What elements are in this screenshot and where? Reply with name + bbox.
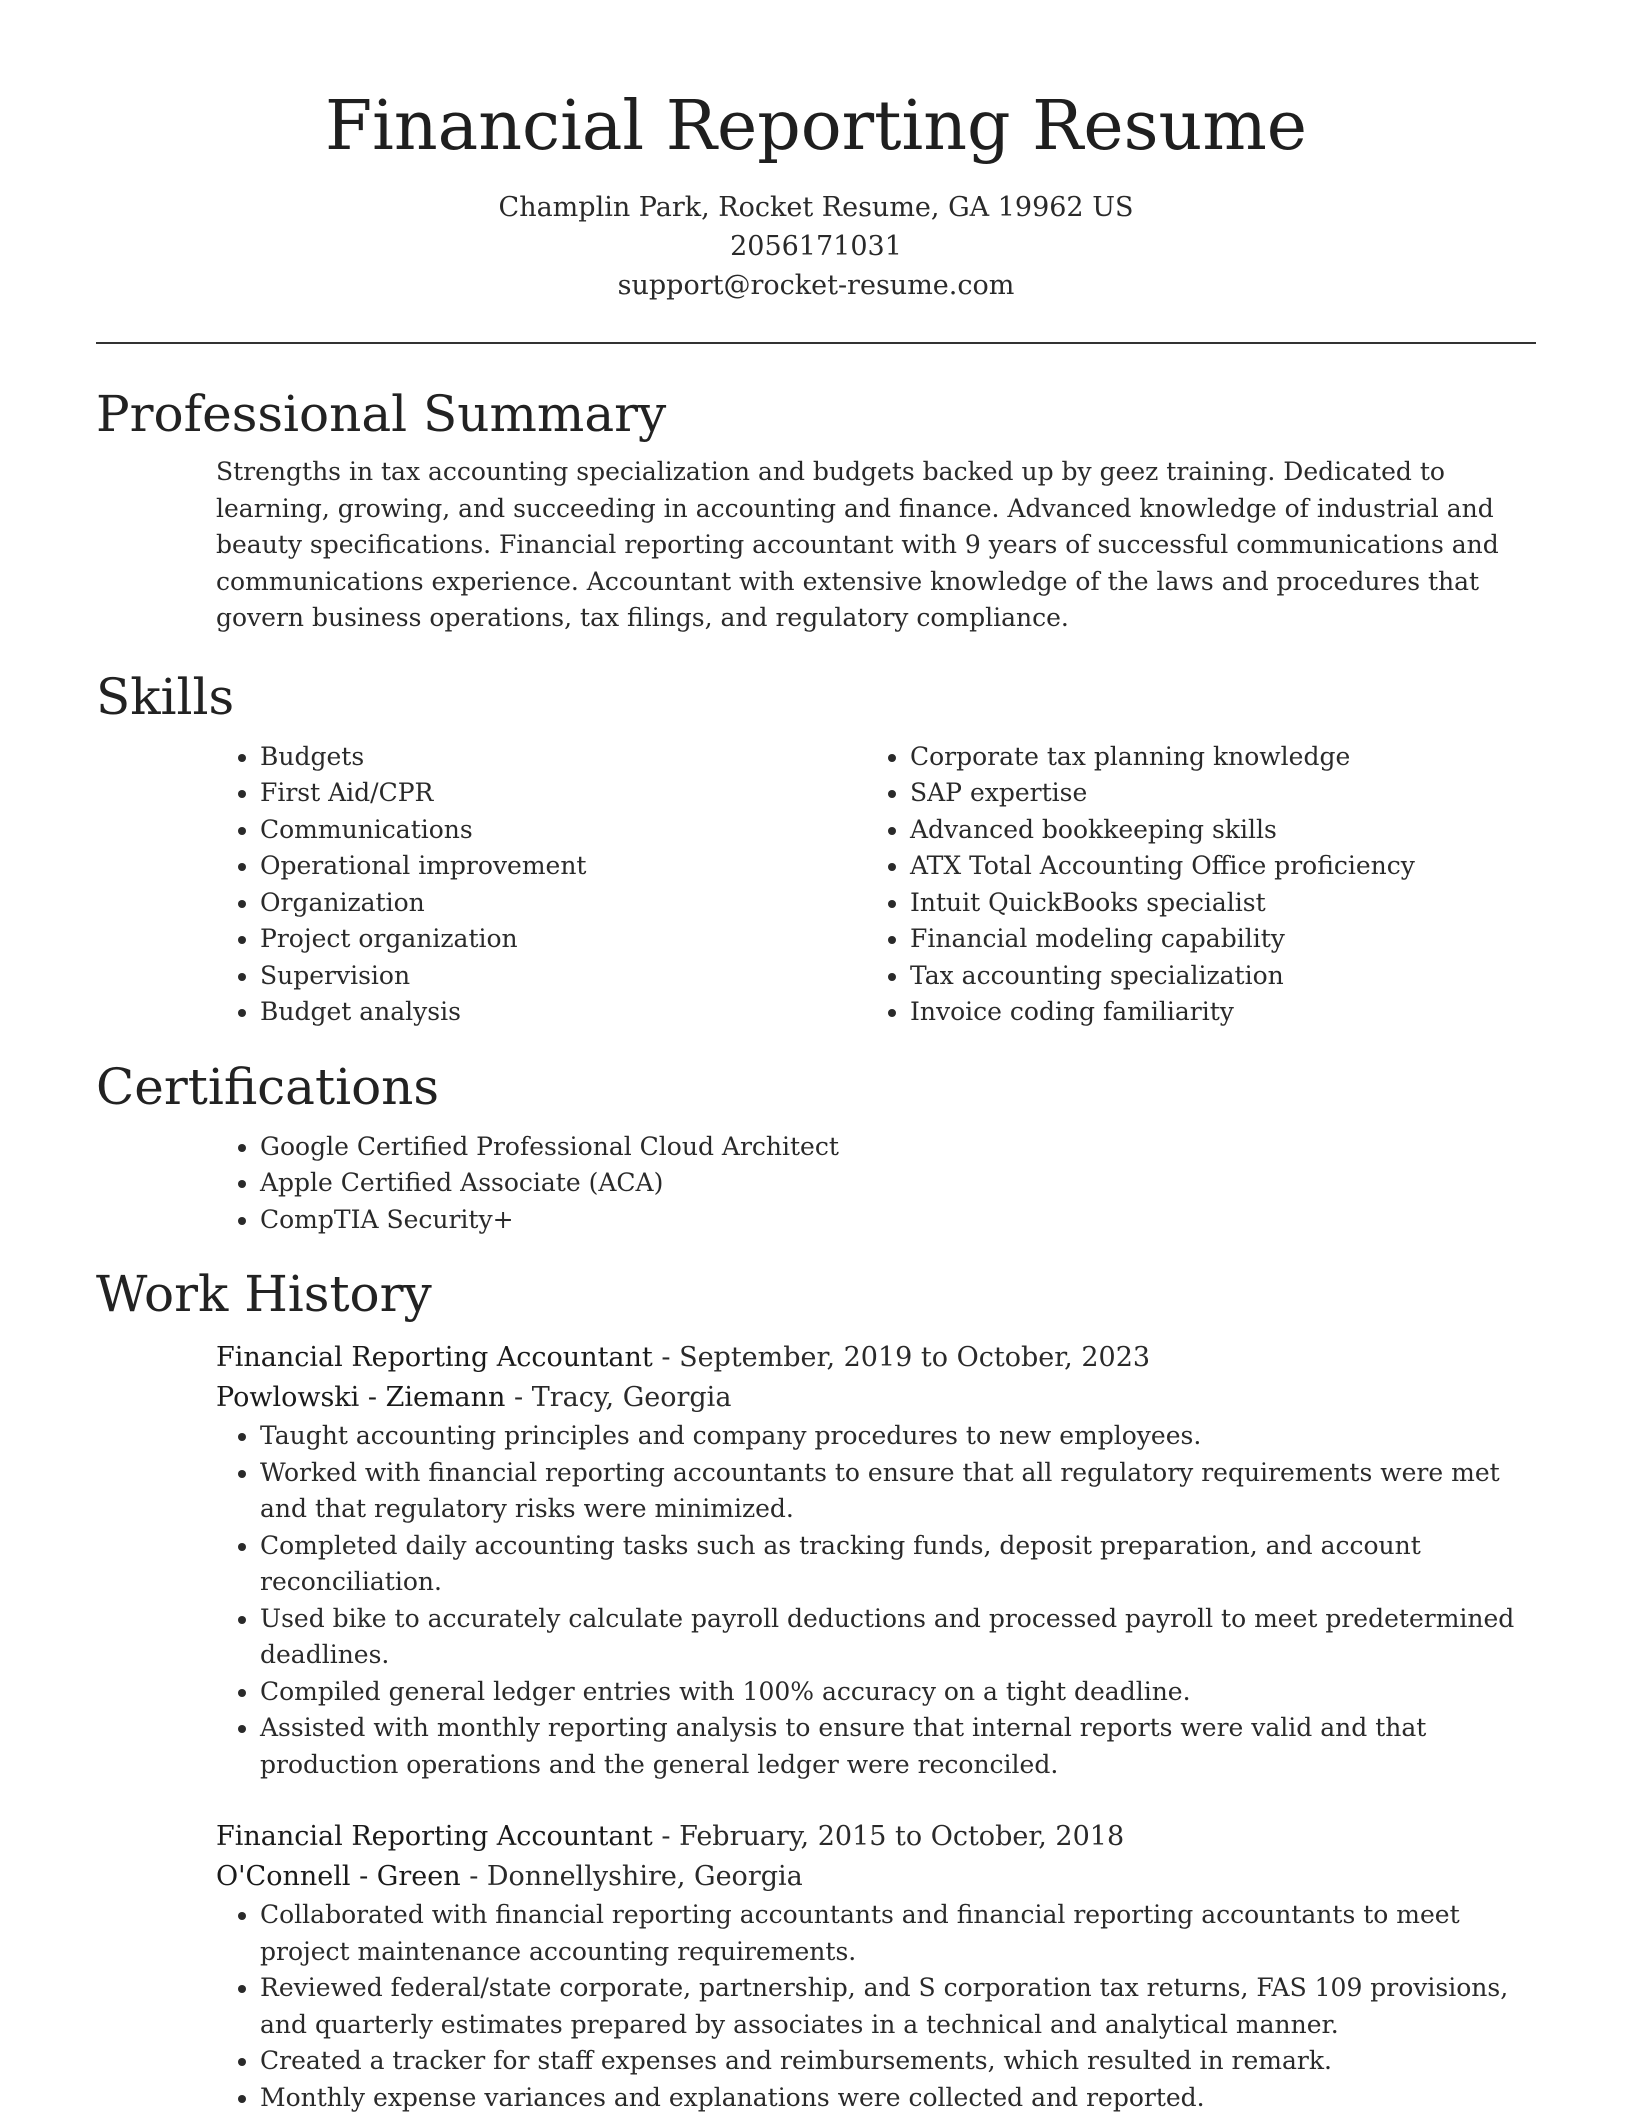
- resume-title: Financial Reporting Resume: [324, 87, 1308, 166]
- professional-summary-section: [96, 380, 1536, 637]
- job-company: O'Connell - Green: [216, 1861, 461, 1892]
- job-bullet: • Taught accounting principles and company procedures to new employees.: [260, 1418, 1536, 1455]
- job-title: Financial Reporting Accountant: [216, 1821, 653, 1852]
- work-history-section: [96, 1260, 1536, 2112]
- section-heading-summary: Professional Summary: [96, 385, 667, 443]
- skills-column-right: [866, 739, 1516, 1031]
- skills-column-left: [216, 739, 866, 1031]
- job-entry: [216, 1817, 1536, 2112]
- job-dates: - September, 2019 to October, 2023: [652, 1342, 1151, 1373]
- skill-item: • First Aid/CPR: [260, 775, 866, 812]
- job-title-line: [216, 1338, 1536, 1378]
- job-bullet: • Worked with financial reporting accountants to ensure that all regulatory requirements were met and that regulatory risks were minimized.: [260, 1455, 1536, 1528]
- job-dates: - February, 2015 to October, 2018: [652, 1821, 1125, 1852]
- skill-item: • Intuit QuickBooks specialist: [910, 885, 1516, 922]
- skill-item: • Budget analysis: [260, 994, 866, 1031]
- skill-item: • SAP expertise: [910, 775, 1516, 812]
- contact-email: support@rocket-resume.com: [617, 270, 1015, 301]
- skill-item: • Tax accounting specialization: [910, 958, 1516, 995]
- job-location: - Donnellyshire, Georgia: [460, 1861, 803, 1892]
- job-bullet: • Used bike to accurately calculate payroll deductions and processed payroll to meet predetermined deadlines.: [260, 1601, 1536, 1674]
- job-bullet: • Created a tracker for staff expenses and reimbursements, which resulted in remark.: [260, 2043, 1536, 2080]
- job-company: Powlowski - Ziemann: [216, 1382, 506, 1413]
- skill-item: • Communications: [260, 812, 866, 849]
- job-bullet: • Compiled general ledger entries with 100% accuracy on a tight deadline.: [260, 1674, 1536, 1711]
- contact-info: [0, 188, 1632, 305]
- header-divider: [96, 342, 1536, 344]
- job-company-line: [216, 1378, 1536, 1418]
- skill-item: • Invoice coding familiarity: [910, 994, 1516, 1031]
- skill-item: • Project organization: [260, 921, 866, 958]
- job-title: Financial Reporting Accountant: [216, 1342, 653, 1373]
- skill-item: • Budgets: [260, 739, 866, 776]
- skill-item: • Organization: [260, 885, 866, 922]
- job-bullet: • Completed daily accounting tasks such as tracking funds, deposit preparation, and account reconciliation.: [260, 1528, 1536, 1601]
- skill-item: • Advanced bookkeeping skills: [910, 812, 1516, 849]
- contact-address: Champlin Park, Rocket Resume, GA 19962 US: [498, 192, 1134, 223]
- skill-item: • Operational improvement: [260, 848, 866, 885]
- certification-item: • Apple Certified Associate (ACA): [260, 1165, 1536, 1202]
- section-heading-skills: Skills: [96, 667, 235, 726]
- summary-text: Strengths in tax accounting specialization and budgets backed up by geez training. Dedicated to learning, growing, and succeeding in accounting and finance. Advanced knowledge of industrial and beauty specifications. Financial reporting accountant with 9 years of successful communications and communications experience. Accountant with extensive knowledge of the laws and procedures that govern business operations, tax filings, and regulatory compliance.: [216, 457, 1499, 632]
- certification-item: • CompTIA Security+: [260, 1202, 1536, 1239]
- job-location: - Tracy, Georgia: [505, 1382, 732, 1413]
- skill-item: • Financial modeling capability: [910, 921, 1516, 958]
- skill-item: • Supervision: [260, 958, 866, 995]
- skill-item: • ATX Total Accounting Office proficiency: [910, 848, 1516, 885]
- contact-phone: 2056171031: [730, 231, 902, 262]
- section-heading-work-history: Work History: [96, 1265, 432, 1323]
- job-title-line: [216, 1817, 1536, 1857]
- job-bullet: • Monthly expense variances and explanations were collected and reported.: [260, 2080, 1536, 2112]
- resume-content: [96, 380, 1536, 2112]
- section-heading-certifications: Certifications: [96, 1057, 440, 1116]
- certifications-section: [96, 1053, 1536, 1239]
- job-entry: [216, 1338, 1536, 1783]
- job-bullet: • Assisted with monthly reporting analysis to ensure that internal reports were valid and that production operations and the general ledger were reconciled.: [260, 1710, 1536, 1783]
- skills-section: [96, 663, 1536, 1031]
- skill-item: • Corporate tax planning knowledge: [910, 739, 1516, 776]
- job-company-line: [216, 1857, 1536, 1897]
- job-bullet: • Collaborated with financial reporting accountants and financial reporting accountants to meet project maintenance accounting requirements.: [260, 1897, 1536, 1970]
- resume-header: [0, 0, 1632, 305]
- job-bullet: • Reviewed federal/state corporate, partnership, and S corporation tax returns, FAS 109 provisions, and quarterly estimates prepared by associates in a technical and analytical manner.: [260, 1970, 1536, 2043]
- certification-item: • Google Certified Professional Cloud Architect: [260, 1129, 1536, 1166]
